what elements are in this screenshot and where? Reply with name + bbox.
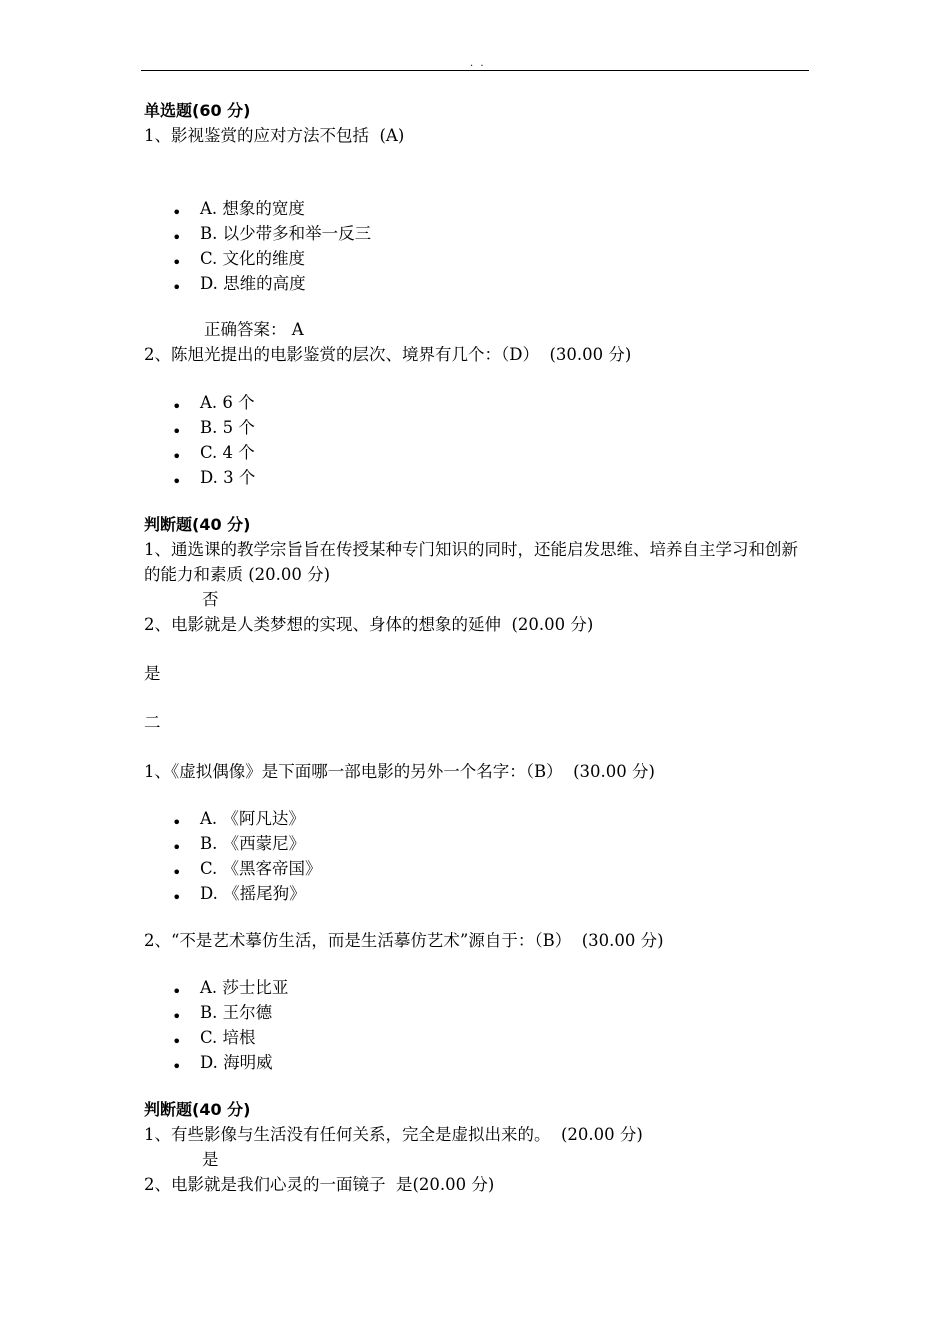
- question-text: 2、“不是艺术摹仿生活，而是生活摹仿艺术”源自于：（B） (30.00 分): [144, 931, 664, 950]
- option-list: [144, 975, 812, 1075]
- option-list: [144, 390, 812, 490]
- option-item: • A. 莎士比亚: [172, 975, 812, 1000]
- option-list: [144, 806, 812, 906]
- answer-text: 否: [202, 590, 219, 609]
- question-text: 1、影视鉴赏的应对方法不包括 (A): [144, 126, 405, 145]
- option-item: • A. 想象的宽度: [172, 196, 812, 221]
- question-text: 1、通选课的教学宗旨旨在传授某种专门知识的同时，还能启发思维、培养自主学习和创新的能力和素质 (20.00 分): [144, 540, 798, 584]
- option-list: [144, 196, 812, 296]
- header-rule: [141, 70, 809, 71]
- option-item: • C. 4 个: [172, 440, 812, 465]
- answer-text: 是: [144, 664, 161, 683]
- option-item: • D. 《摇尾狗》: [172, 881, 812, 906]
- question-text: 2、电影就是人类梦想的实现、身体的想象的延伸 (20.00 分): [144, 615, 594, 634]
- option-item: • A. 6 个: [172, 390, 812, 415]
- option-item: • A. 《阿凡达》: [172, 806, 812, 831]
- option-item: • C. 培根: [172, 1025, 812, 1050]
- option-item: • D. 海明威: [172, 1050, 812, 1075]
- part-label: 二: [144, 713, 161, 732]
- question-text: 2、电影就是我们心灵的一面镜子 是(20.00 分): [144, 1175, 495, 1194]
- section-title-single-choice: 单选题(60 分): [144, 101, 251, 120]
- question-text: 1、《虚拟偶像》是下面哪一部电影的另外一个名字：（B） (30.00 分): [144, 762, 655, 781]
- question-text: 1、有些影像与生活没有任何关系，完全是虚拟出来的。 (20.00 分): [144, 1125, 643, 1144]
- section-title-true-false: 判断题(40 分): [144, 515, 251, 534]
- header-dots: . .: [470, 58, 486, 69]
- question-text: 2、陈旭光提出的电影鉴赏的层次、境界有几个：（D） (30.00 分): [144, 345, 632, 364]
- option-item: • D. 思维的高度: [172, 271, 812, 296]
- option-item: • B. 5 个: [172, 415, 812, 440]
- option-item: • B. 《西蒙尼》: [172, 831, 812, 856]
- section-title-true-false: 判断题(40 分): [144, 1100, 251, 1119]
- answer-text: 是: [202, 1150, 219, 1169]
- option-item: • C. 《黑客帝国》: [172, 856, 812, 881]
- option-item: • C. 文化的维度: [172, 246, 812, 271]
- option-item: • B. 王尔德: [172, 1000, 812, 1025]
- option-item: • D. 3 个: [172, 465, 812, 490]
- option-item: • B. 以少带多和举一反三: [172, 221, 812, 246]
- correct-answer: 正确答案： A: [204, 320, 304, 339]
- document-body: [144, 98, 812, 1197]
